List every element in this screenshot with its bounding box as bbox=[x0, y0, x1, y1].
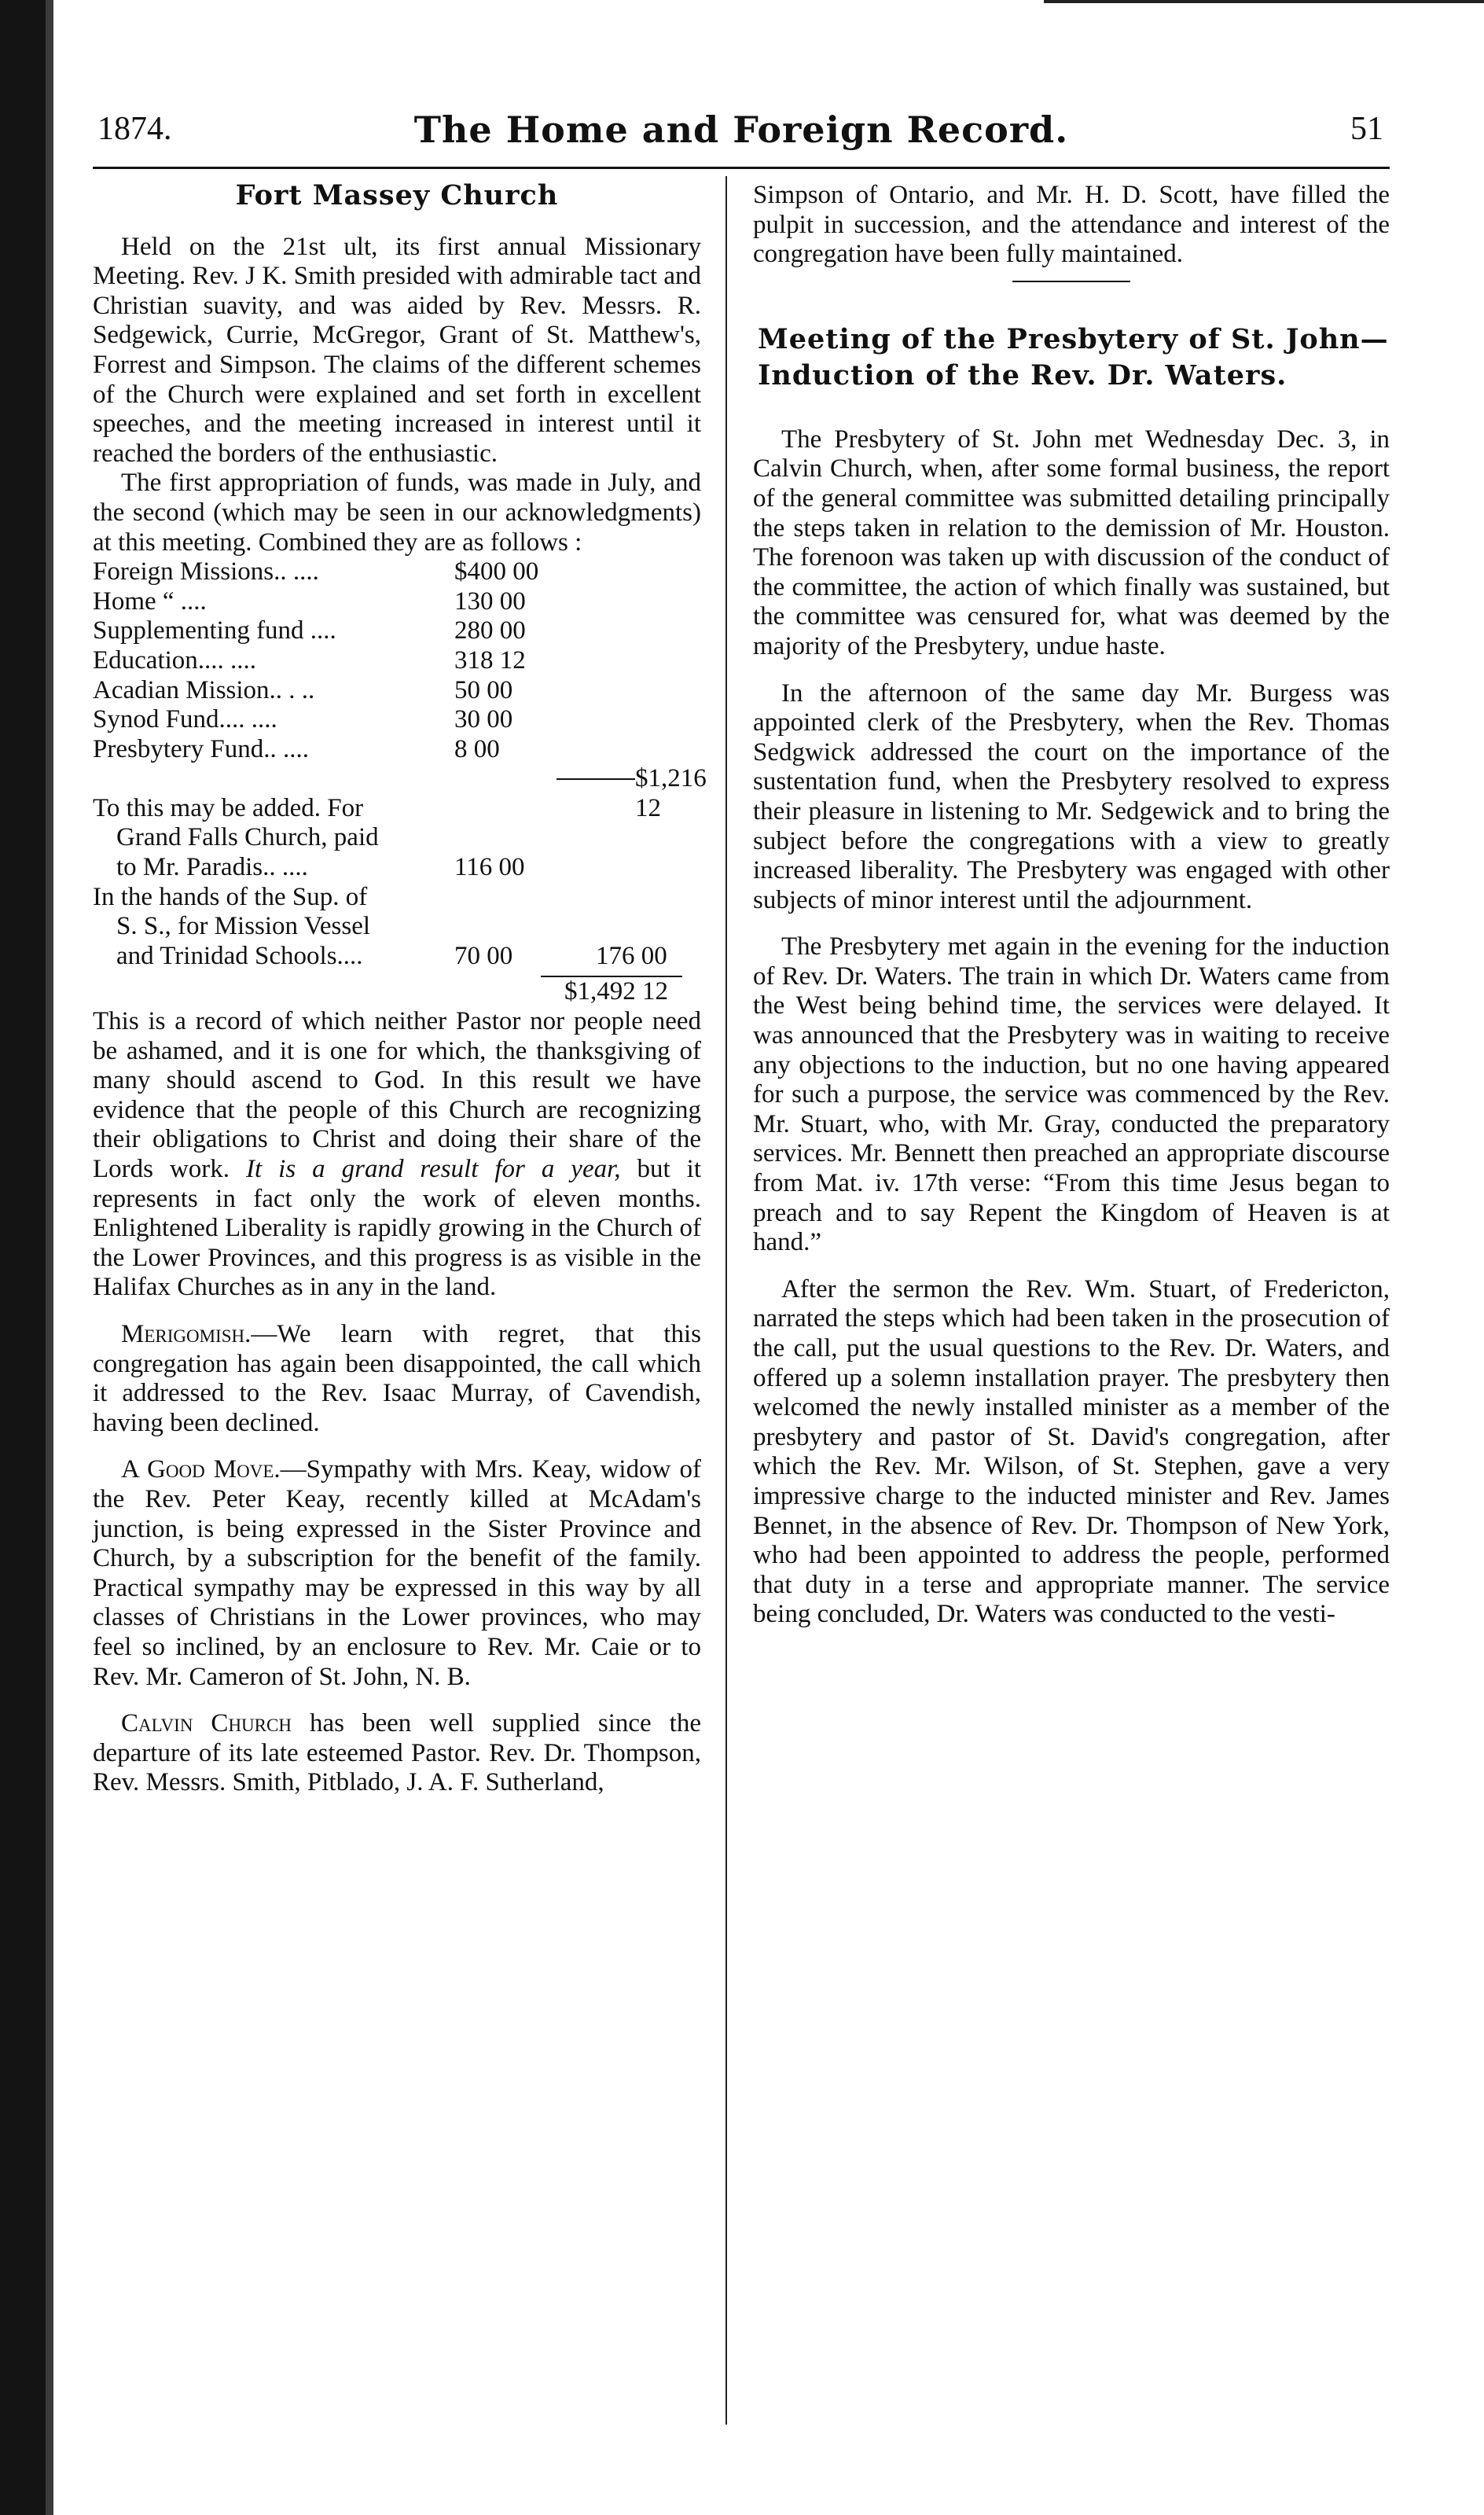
fund-name: Home “ .... bbox=[93, 586, 207, 616]
fund-row bbox=[93, 587, 701, 617]
good-move-text: —Sympathy with Mrs. Keay, widow of the Rev. Peter Keay, recently killed at McAdam's junction, is being expressed in the Sister Province and Church, by a subscription for the benefit of the family. Practical sympathy may be expressed in this way by all classes of Christians in the Lower provinces, who may feel so inclined, by an enclosure to Rev. Mr. Caie or to Rev. Mr. Cameron of St. John, N. B. bbox=[93, 1455, 701, 1691]
added-amount: 70 00 bbox=[454, 941, 513, 970]
section-divider bbox=[1012, 281, 1130, 282]
fund-amount: 318 12 bbox=[454, 645, 526, 675]
fund-name: Education.... .... bbox=[93, 645, 257, 675]
fund-row bbox=[93, 705, 701, 735]
fund-name: Acadian Mission.. . .. bbox=[93, 675, 315, 704]
added-row bbox=[93, 794, 701, 824]
paragraph-3-text-a: This is a record of which neither Pastor nor people need be ashamed, and it is one for which, the thanksgiving of many should ascend to God. In this result we have evidence that the people of this Church are recognizing their obligations to Christ and doing their share of the Lords work. bbox=[93, 1007, 701, 1183]
fund-amount: 50 00 bbox=[454, 675, 513, 704]
fund-name: Foreign Missions.. .... bbox=[93, 557, 319, 586]
good-move-paragraph bbox=[93, 1455, 701, 1692]
fund-amount: 30 00 bbox=[454, 705, 513, 734]
page-binding-shadow bbox=[46, 0, 53, 2515]
presbytery-paragraph-2: In the afternoon of the same day Mr. Burgess was appointed clerk of the Presbytery, when the Rev. Thomas Sedgwick addressed the court on the importance of the sustentation fund, when the Presbytery resolved to express their pleasure in listening to Mr. Sedgewick and to bring the subject before the congregations with a view to greatly increased liberality. The Presbytery was engaged with other subjects of minor interest until the adjournment. bbox=[753, 678, 1390, 914]
added-amount: 116 00 bbox=[454, 853, 525, 882]
page-binding-edge bbox=[0, 0, 50, 2515]
funds-table bbox=[93, 557, 707, 1007]
calvin-church-continuation: Simpson of Ontario, and Mr. H. D. Scott, have filled the pulpit in succession, and the attendance and interest of the congregation have been fully maintained. bbox=[753, 181, 1390, 269]
grand-total-amount: $1,492 12 bbox=[564, 977, 668, 1006]
added-text: In the hands of the Sup. of bbox=[93, 882, 368, 911]
fund-amount: 8 00 bbox=[454, 734, 500, 763]
added-text: Grand Falls Church, paid bbox=[116, 823, 379, 852]
presbytery-paragraph-4: After the sermon the Rev. Wm. Stuart, of Fredericton, narrated the steps which had been taken in the prosecution of the call, put the usual questions to the Rev. Dr. Waters, and offered up a solemn installation prayer. The presbytery then welcomed the newly installed minister as a member of the presbytery and pastor of St. David's congregation, after which the Rev. Mr. Wilson, of St. Stephen, gave a very impressive charge to the inducted minister and Rev. James Bennet, in the absence of Rev. Dr. Thompson of New York, who had been appointed to address the people, performed that duty in a terse and appropriate manner. The service being concluded, Dr. Waters was conducted to the vesti- bbox=[753, 1274, 1390, 1629]
added-row bbox=[93, 912, 701, 942]
article-heading-presbytery: Meeting of the Presbytery of St. John—Induction of the Rev. Dr. Waters. bbox=[758, 322, 1389, 392]
calvin-church-paragraph bbox=[93, 1709, 701, 1798]
left-column bbox=[93, 179, 707, 1798]
added-text: to Mr. Paradis.. .... bbox=[116, 853, 308, 882]
fort-massey-paragraph-2: The first appropriation of funds, was made in July, and the second (which may be seen in our acknowledgments) at this meeting. Combined they are as follows : bbox=[93, 469, 701, 557]
fort-massey-paragraph-3 bbox=[93, 1007, 701, 1303]
added-total: 176 00 bbox=[596, 941, 667, 970]
right-column bbox=[753, 181, 1390, 1630]
fund-amount: 280 00 bbox=[454, 616, 526, 645]
fund-row bbox=[93, 646, 701, 676]
calvin-church-text: has been well supplied since the departure of its late esteemed Pastor. Rev. Dr. Thompson, Rev. Messrs. Smith, Pitblado, J. A. F. Sutherland, bbox=[93, 1709, 702, 1797]
header-year: 1874. bbox=[97, 111, 172, 147]
merigomish-paragraph bbox=[93, 1320, 701, 1438]
fund-amount: 130 00 bbox=[454, 586, 526, 616]
fort-massey-paragraph-1: Held on the 21st ult, its first annual Missionary Meeting. Rev. J K. Smith presided with admirable tact and Christian suavity, and was aided by Rev. Messrs. R. Sedgewick, Currie, McGregor, Grant of St. Matthew's, Forrest and Simpson. The claims of the different schemes of the Church were explained and set forth in excellent speeches, and the meeting increased in interest until it reached the borders of the enthusiastic. bbox=[93, 232, 701, 468]
fund-name: Supplementing fund .... bbox=[93, 616, 336, 645]
document-page bbox=[93, 94, 1390, 2469]
header-rule bbox=[93, 167, 1390, 169]
subtotal-amount: $1,216 12 bbox=[635, 764, 707, 822]
top-edge-rule bbox=[1044, 0, 1484, 14]
added-row bbox=[93, 853, 701, 883]
fund-row bbox=[93, 676, 701, 706]
presbytery-paragraph-3: The Presbytery met again in the evening for the induction of Rev. Dr. Waters. The train in which Dr. Waters came from the West being behind time, the services were delayed. It was announced that the Presbytery was in waiting to receive any objections to the induction, but no one having appeared for such a purpose, the service was commenced by the Rev. Mr. Stuart, who, with Mr. Gray, conducted the preparatory services. Mr. Bennett then preached an appropriate discourse from Mat. iv. 17th verse: “From this time Jesus began to preach and to say Repent the Kingdom of Heaven is at hand.” bbox=[753, 932, 1390, 1257]
fund-row bbox=[93, 616, 701, 646]
paragraph-3-text-c: but it represents in fact only the work of eleven months. Enlightened Liberality is rapidly growing in the Church of the Lower Provinces, and this progress is as visible in the Halifax Churches as in any in the land. bbox=[93, 1155, 701, 1302]
added-row bbox=[93, 942, 701, 972]
good-move-lead: A Good Move. bbox=[121, 1455, 281, 1484]
grand-total-row bbox=[93, 977, 701, 1007]
column-divider bbox=[725, 176, 727, 2425]
subtotal-rule bbox=[556, 778, 635, 780]
added-row bbox=[93, 823, 701, 853]
article-heading-fort-massey: Fort Massey Church bbox=[235, 179, 559, 211]
paragraph-3-italic: It is a grand result for a year, bbox=[246, 1155, 621, 1183]
fund-name: Presbytery Fund.. .... bbox=[93, 734, 309, 763]
presbytery-paragraph-1: The Presbytery of St. John met Wednesday Dec. 3, in Calvin Church, when, after some formal business, the report of the general committee was submitted detailing principally the steps taken in relation to the demission of Mr. Houston. The forenoon was taken up with discussion of the conduct of the committee, the action of which finally was sustained, but the committee was censured for, what was deemed by the majority of the Presbytery, undue haste. bbox=[753, 425, 1390, 660]
merigomish-text: —We learn with regret, that this congregation has again been disappointed, the call which it addressed to the Rev. Isaac Murray, of Cavendish, having been declined. bbox=[93, 1319, 701, 1437]
running-header bbox=[93, 110, 1390, 157]
added-text: and Trinidad Schools.... bbox=[116, 941, 363, 970]
fund-name: Synod Fund.... .... bbox=[93, 705, 277, 734]
merigomish-lead: Merigomish. bbox=[121, 1319, 252, 1348]
fund-amount: $400 00 bbox=[454, 557, 539, 586]
fund-row bbox=[93, 735, 701, 765]
added-text: S. S., for Mission Vessel bbox=[116, 912, 371, 941]
added-text: To this may be added. For bbox=[93, 793, 364, 822]
header-title: The Home and Foreign Record. bbox=[413, 108, 1069, 151]
calvin-church-lead: Calvin Church bbox=[121, 1709, 292, 1738]
header-page-number: 51 bbox=[1350, 111, 1383, 147]
added-row bbox=[93, 883, 701, 913]
fund-row bbox=[93, 557, 701, 587]
